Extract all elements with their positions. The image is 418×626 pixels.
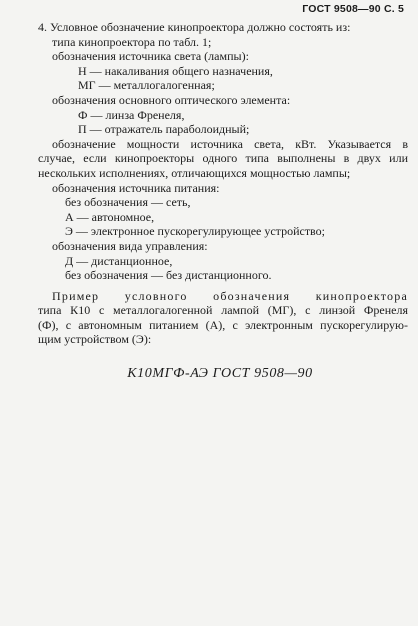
clause-subitem-p: П — отражатель параболоидный; — [78, 122, 250, 137]
example-designation: К10МГФ-АЭ ГОСТ 9508—90 — [127, 366, 313, 382]
clause-subitem-d: Д — дистанционное, — [65, 253, 173, 268]
clause-subitem-local: без обозначения — без дистанционного. — [65, 268, 272, 283]
clause-subitem-h: Н — накаливания общего назначения, — [78, 63, 273, 78]
clause-item-control: обозначения вида управления: — [52, 238, 208, 253]
clause-item-power-line1: обозначение мощности источника света, кВт. Указывается в — [52, 136, 408, 151]
clause-item-light-source: обозначения источника света (лампы): — [52, 49, 249, 64]
body-text — [38, 20, 408, 382]
example-line1: Пример условного обозначения кинопроектора — [52, 288, 408, 303]
example-line3: (Ф), с автономным питанием (А), с электронным пускорегулирую- — [38, 317, 408, 332]
clause-subitem-mains: без обозначения — сеть, — [65, 195, 191, 210]
clause-subitem-a: А — автономное, — [65, 209, 155, 224]
clause-item-power-line3: нескольких исполнениях, отличающихся мощностью лампы; — [38, 165, 351, 180]
running-header: ГОСТ 9508—90 С. 5 — [302, 3, 404, 15]
example-line4: щим устройством (Э): — [38, 332, 152, 347]
clause-item-power-supply: обозначения источника питания: — [52, 180, 220, 195]
clause-subitem-e: Э — электронное пускорегулирующее устройство; — [65, 224, 325, 239]
clause-item-optical-element: обозначения основного оптического элемента: — [52, 92, 291, 107]
clause-subitem-f: Ф — линза Френеля, — [78, 107, 185, 122]
clause-4-heading: 4. Условное обозначение кинопроектора должно состоять из: — [38, 20, 351, 34]
clause-item-power-line2: случае, если кинопроекторы одного типа выполнены в двух или — [38, 151, 408, 166]
clause-subitem-mg: МГ — металлогалогенная; — [78, 78, 215, 93]
clause-item-type: типа кинопроектора по табл. 1; — [52, 34, 212, 49]
example-line2: типа К10 с металлогалогенной лампой (МГ), с линзой Френеля — [38, 303, 408, 318]
